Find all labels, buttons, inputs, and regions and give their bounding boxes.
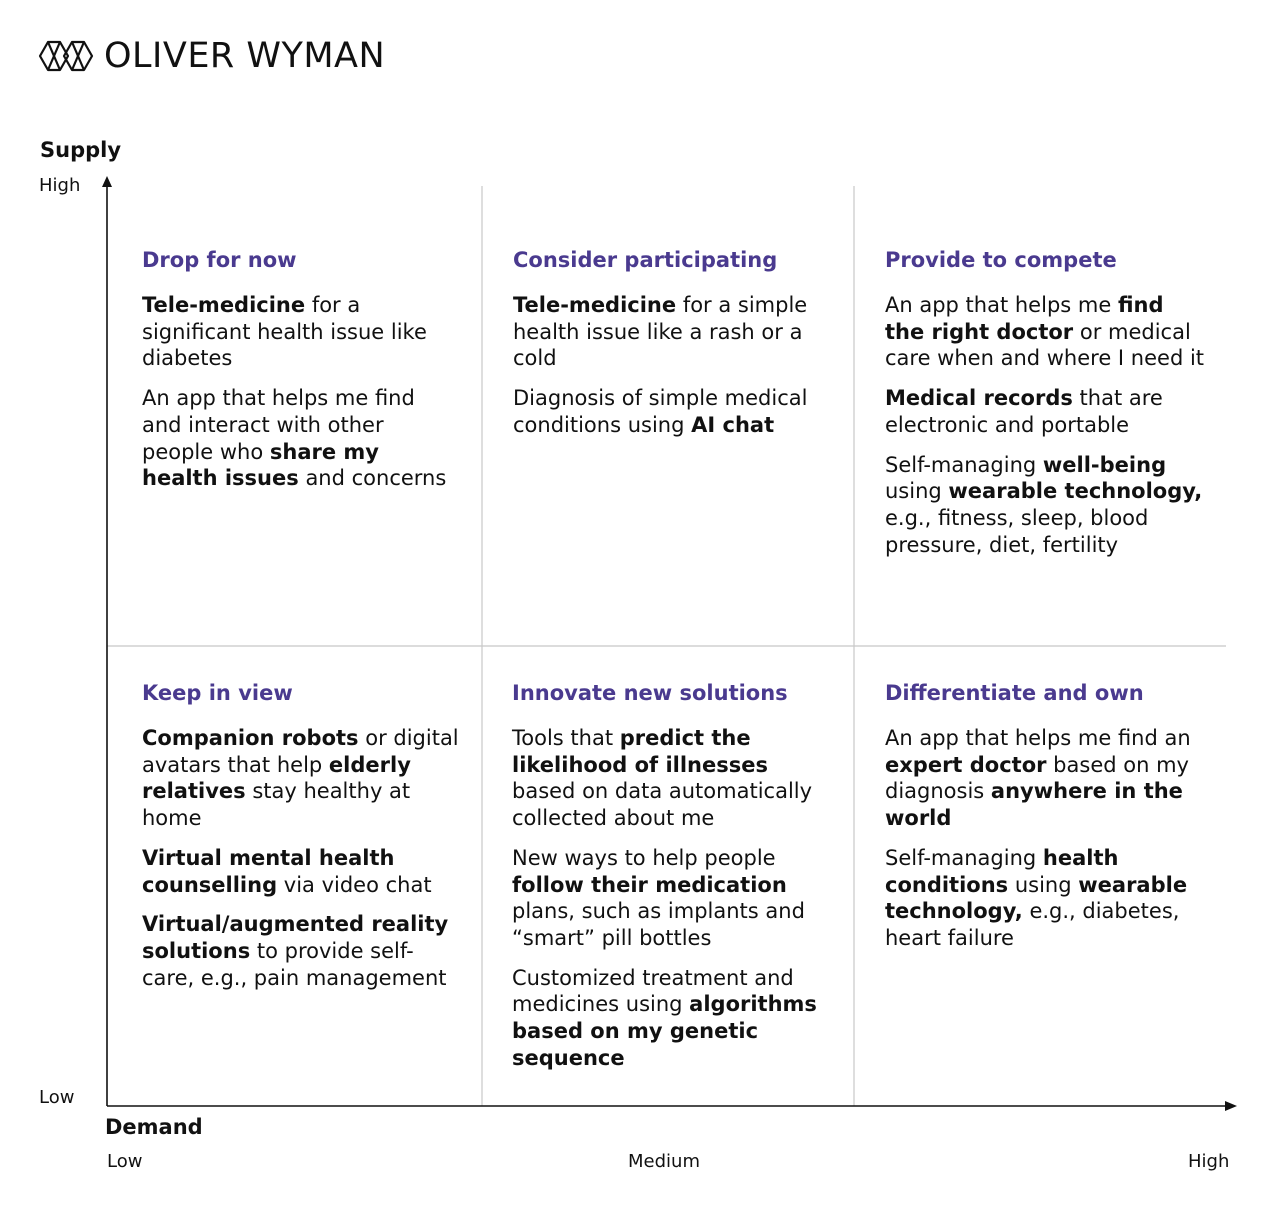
quadrant-item [512, 725, 834, 832]
quadrant-items [142, 725, 460, 991]
item-emphasis: elderly relatives [142, 752, 411, 804]
x-axis-arrow-icon [1225, 1101, 1237, 1111]
item-text: based on my diagnosis [885, 752, 1189, 804]
quadrant-item [885, 292, 1205, 372]
quadrant-item [142, 911, 460, 991]
item-emphasis: Companion robots [142, 726, 359, 750]
quadrant-items [885, 725, 1205, 952]
item-emphasis: Medical records [885, 386, 1073, 411]
item-emphasis: Tele-medicine [513, 293, 677, 317]
brand-name: OLIVER WYMAN [104, 35, 386, 76]
y-axis-title: Supply [40, 138, 122, 162]
item-emphasis: follow their medication [512, 872, 787, 897]
quadrant-title: Innovate new solutions [512, 681, 788, 705]
item-emphasis: Tele-medicine [142, 293, 306, 317]
item-text: using [885, 479, 949, 504]
item-emphasis: predict the likelihood of illnesses [512, 726, 768, 777]
item-text: e.g., fitness, sleep, blood pressure, diet, fertility [885, 505, 1149, 557]
y-axis-high-label: High [39, 175, 81, 196]
item-emphasis: health conditions [885, 845, 1119, 897]
quadrant-items [142, 292, 460, 492]
item-text: to provide self-care, e.g., pain management [142, 938, 447, 990]
quadrant-items [513, 292, 833, 439]
item-text: plans, such as implants and “smart” pill bottles [512, 899, 805, 950]
x-axis-low-label: Low [107, 1151, 143, 1172]
item-emphasis: AI chat [691, 412, 775, 437]
item-emphasis: Virtual/augmented reality solutions [142, 912, 449, 963]
item-text: Diagnosis of simple medical conditions using [513, 386, 808, 437]
quadrant-item [142, 845, 460, 898]
quadrant-item [512, 845, 834, 952]
quadrant-item [885, 725, 1205, 832]
item-text: stay healthy at home [142, 779, 411, 831]
x-axis-medium-label: Medium [628, 1151, 700, 1172]
item-text: and concerns [298, 466, 447, 491]
quadrant-item [513, 385, 833, 438]
quadrant-keep-in-view [142, 679, 460, 1004]
item-emphasis: anywhere in the world [885, 779, 1183, 831]
quadrant-items [512, 725, 834, 1071]
x-axis-title: Demand [105, 1115, 203, 1139]
item-emphasis: algorithms based on my genetic sequence [512, 992, 817, 1070]
quadrant-drop-for-now [142, 246, 460, 505]
item-text: Self-managing [885, 452, 1043, 477]
item-text: An app that helps me find and interact with other people who [142, 386, 415, 464]
item-emphasis: expert doctor [885, 752, 1047, 777]
item-emphasis: share my health issues [142, 439, 379, 491]
y-axis-low-label: Low [39, 1087, 75, 1108]
quadrant-item [142, 292, 460, 372]
item-emphasis: Virtual mental health counselling [142, 845, 395, 897]
item-text: that are electronic and portable [885, 386, 1163, 437]
item-emphasis: wearable technology, [885, 872, 1188, 924]
quadrant-item [512, 965, 834, 1072]
item-emphasis: wearable technology, [948, 479, 1203, 504]
quadrant-title: Keep in view [142, 681, 293, 705]
quadrant-item [885, 385, 1205, 438]
quadrant-items [885, 292, 1205, 558]
item-text: New ways to help people [512, 845, 776, 870]
quadrant-title: Consider participating [513, 248, 778, 272]
quadrant-title: Provide to compete [885, 248, 1117, 272]
quadrant-item [142, 725, 460, 832]
quadrant-item [885, 845, 1205, 952]
item-text: e.g., diabetes, heart failure [885, 899, 1180, 950]
quadrant-provide-to-compete [885, 246, 1205, 571]
quadrant-consider-participating [513, 246, 833, 452]
quadrant-item [513, 292, 833, 372]
item-text: An app that helps me find an [885, 726, 1191, 750]
item-text: using [1008, 872, 1079, 897]
item-text: via video chat [277, 872, 432, 897]
item-text: for a significant health issue like diabetes [142, 293, 427, 371]
item-text: based on data automatically collected about me [512, 779, 813, 831]
quadrant-title: Drop for now [142, 248, 297, 272]
item-text: Tools that [512, 726, 620, 750]
item-text: Self-managing [885, 845, 1043, 870]
item-text: or medical care when and where I need it [885, 319, 1205, 371]
quadrant-item [885, 452, 1205, 559]
item-text: Customized treatment and medicines using [512, 965, 794, 1017]
quadrant-differentiate-and-own [885, 679, 1205, 965]
item-text: or digital avatars that help [142, 726, 459, 777]
x-axis-high-label: High [1188, 1151, 1230, 1172]
item-emphasis: well-being [1042, 452, 1167, 477]
quadrant-title: Differentiate and own [885, 681, 1144, 705]
item-text: An app that helps me [885, 293, 1118, 317]
item-emphasis: find the right doctor [885, 293, 1164, 344]
y-axis-arrow-icon [102, 176, 112, 187]
quadrant-innovate-new-solutions [512, 679, 834, 1084]
item-text: for a simple health issue like a rash or a cold [513, 293, 808, 371]
quadrant-item [142, 385, 460, 492]
